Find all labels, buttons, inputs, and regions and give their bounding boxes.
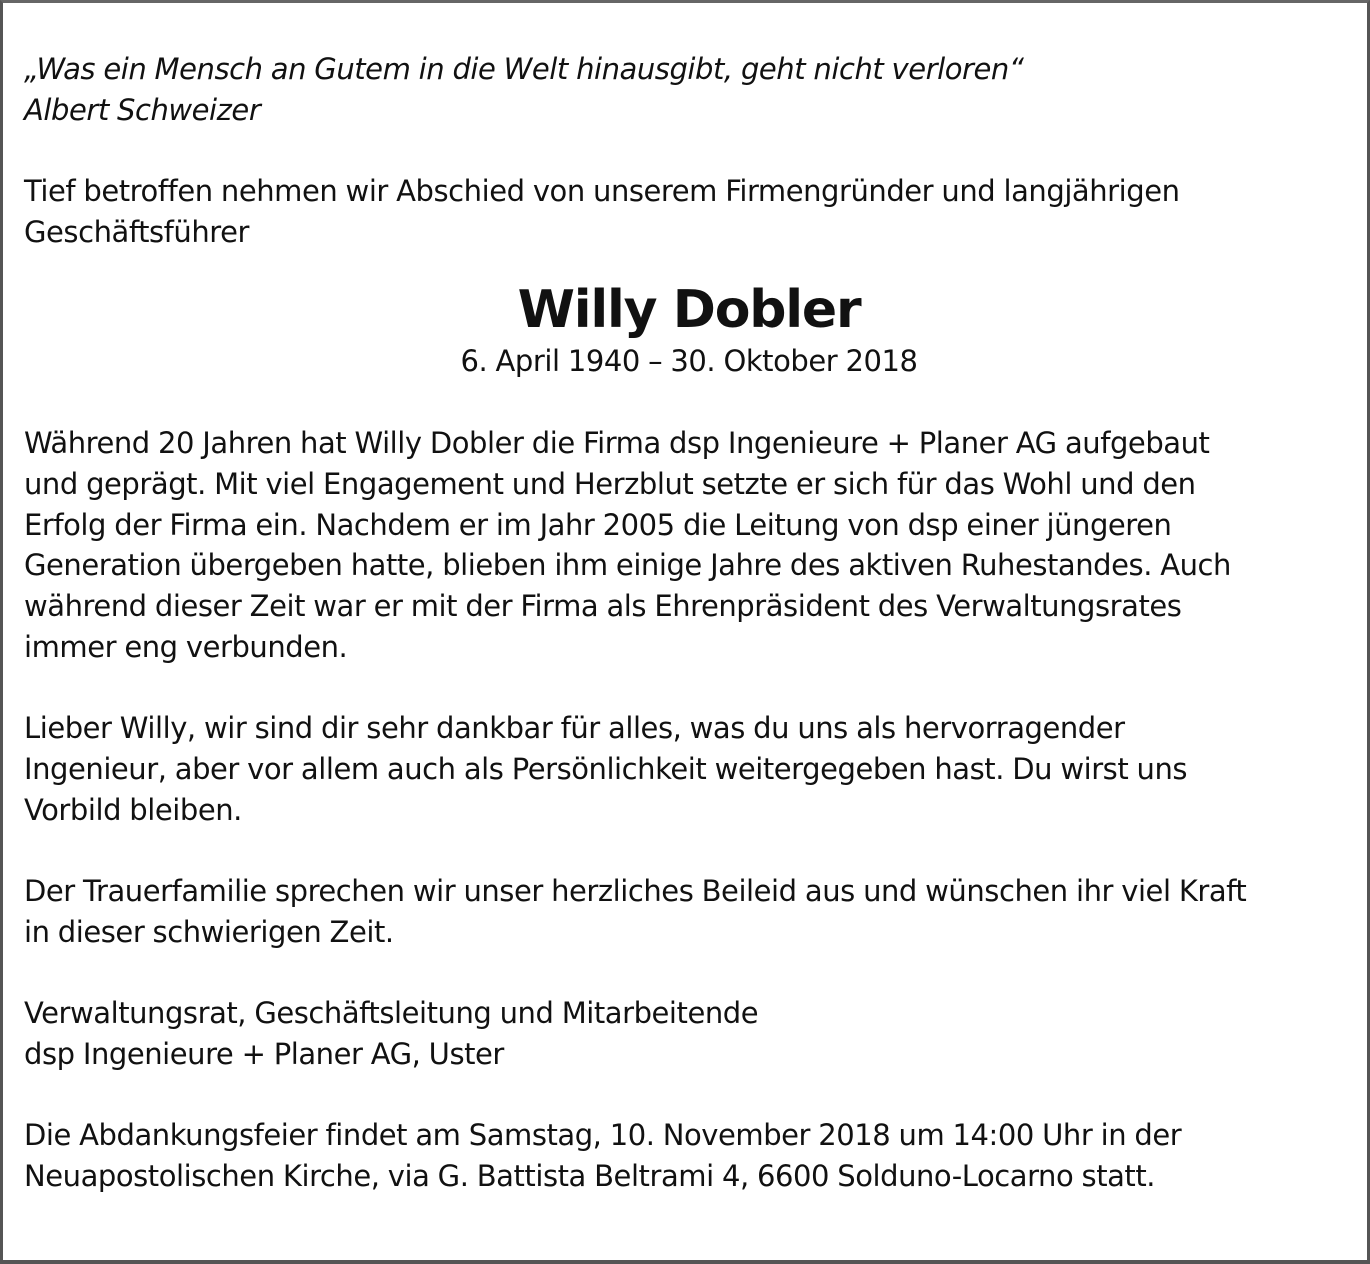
- deceased-name: Willy Dobler: [517, 279, 861, 340]
- thanks-paragraph: [24, 708, 1354, 830]
- intro-line: Tief betroffen nehmen wir Abschied von unserem Firmengründer und langjährigen: [24, 174, 1180, 209]
- ceremony-paragraph: [24, 1115, 1354, 1196]
- condolence-line: in dieser schwierigen Zeit.: [24, 914, 394, 949]
- history-paragraph: [24, 423, 1354, 667]
- life-dates: 6. April 1940 – 30. Oktober 2018: [460, 343, 918, 378]
- spacer: [24, 952, 1354, 993]
- ceremony-line: Die Abdankungsfeier findet am Samstag, 10. November 2018 um 14:00 Uhr in der: [24, 1118, 1182, 1153]
- obituary-content: [24, 49, 1354, 1197]
- spacer: [24, 830, 1354, 871]
- history-line: immer eng verbunden.: [24, 629, 348, 664]
- condolence-line: Der Trauerfamilie sprechen wir unser herzliches Beileid aus und wünschen ihr viel Kraft: [24, 873, 1247, 908]
- thanks-line: Vorbild bleiben.: [24, 792, 242, 827]
- signature-line: Verwaltungsrat, Geschäftsleitung und Mitarbeitende: [24, 996, 759, 1030]
- thanks-line: Ingenieur, aber vor allem auch als Persönlichkeit weitergegeben hast. Du wirst uns: [24, 751, 1188, 786]
- intro-line: Geschäftsführer: [24, 214, 249, 249]
- history-line: während dieser Zeit war er mit der Firma als Ehrenpräsident des Verwaltungsrates: [24, 589, 1182, 624]
- history-line: und geprägt. Mit viel Engagement und Herzblut setzte er sich für das Wohl und den: [24, 466, 1196, 501]
- signature-line: dsp Ingenieure + Planer AG, Uster: [24, 1036, 504, 1071]
- quote-block: [24, 49, 1354, 130]
- spacer: [24, 1074, 1354, 1115]
- spacer: [24, 667, 1354, 708]
- ceremony-line: Neuapostolischen Kirche, via G. Battista Beltrami 4, 6600 Solduno-Locarno statt.: [24, 1158, 1156, 1193]
- history-line: Erfolg der Firma ein. Nachdem er im Jahr 2005 die Leitung von dsp einer jüngeren: [24, 507, 1172, 542]
- intro-paragraph: [24, 171, 1354, 252]
- quote-author: Albert Schweizer: [24, 92, 261, 127]
- history-line: Während 20 Jahren hat Willy Dobler die Firma dsp Ingenieure + Planer AG aufgebaut: [24, 426, 1210, 461]
- quote-text: „Was ein Mensch an Gutem in die Welt hinausgibt, geht nicht verloren“: [24, 52, 1024, 86]
- spacer: [24, 130, 1354, 171]
- history-line: Generation übergeben hatte, blieben ihm einige Jahre des aktiven Ruhestandes. Auch: [24, 548, 1231, 583]
- condolence-paragraph: [24, 871, 1354, 952]
- signature-block: [24, 993, 1354, 1074]
- thanks-line: Lieber Willy, wir sind dir sehr dankbar für alles, was du uns als hervorragender: [24, 711, 1125, 746]
